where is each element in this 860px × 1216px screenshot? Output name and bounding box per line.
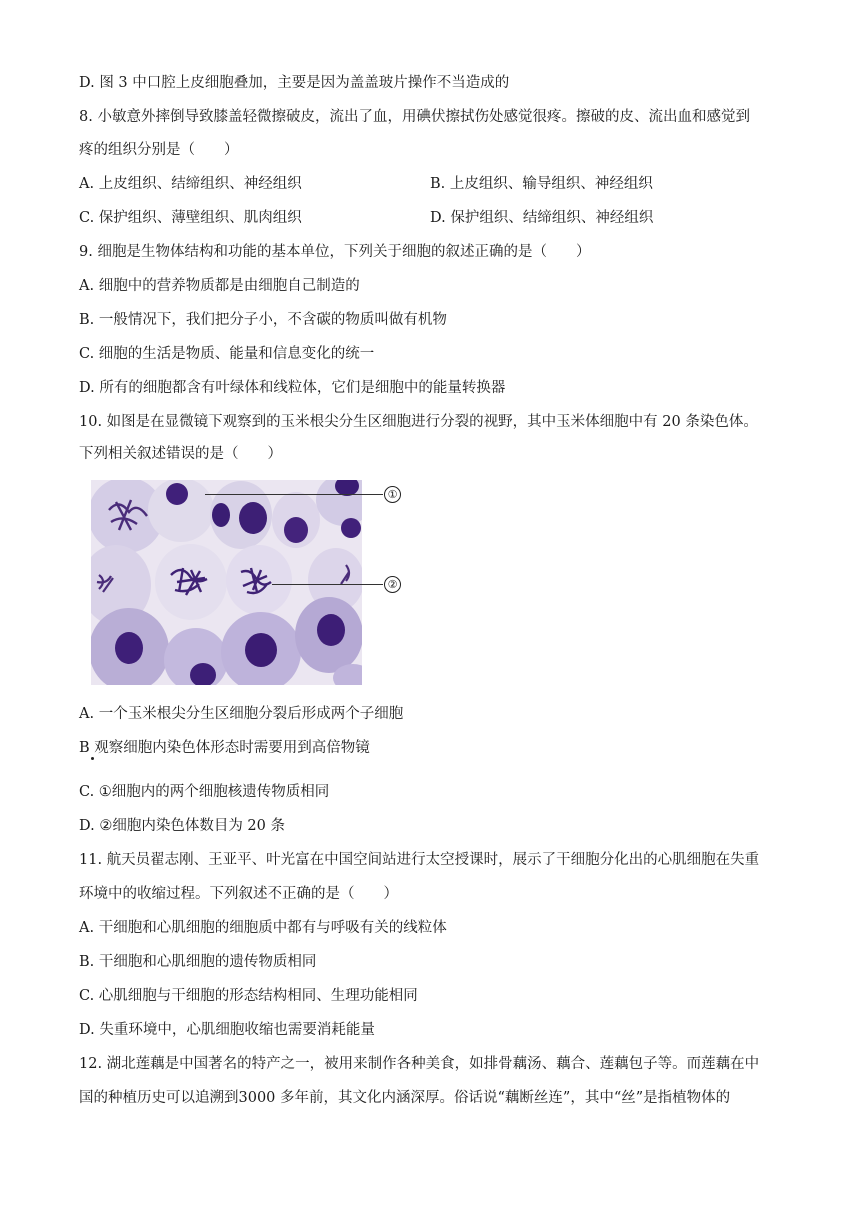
q8-option-d: D. 保护组织、结缔组织、神经组织 xyxy=(430,210,654,226)
callout-label-2: ② xyxy=(384,576,401,593)
q11-option-b: B. 干细胞和心肌细胞的遗传物质相同 xyxy=(79,954,317,970)
q8-stem-line1: 8. 小敏意外摔倒导致膝盖轻微擦破皮，流出了血，用碘伏擦拭伤处感觉很疼。擦破的皮、流出血和感觉到 xyxy=(79,109,750,125)
q10-option-c: C. ①细胞内的两个细胞核遗传物质相同 xyxy=(79,784,330,800)
q9-option-c: C. 细胞的生活是物质、能量和信息变化的统一 xyxy=(79,346,375,362)
q11-option-d: D. 失重环境中，心肌细胞收缩也需要消耗能量 xyxy=(79,1022,375,1038)
q9-option-a: A. 细胞中的营养物质都是由细胞自己制造的 xyxy=(79,278,360,294)
q9-option-b: B. 一般情况下，我们把分子小，不含碳的物质叫做有机物 xyxy=(79,312,447,328)
q7-option-d: D. 图 3 中口腔上皮细胞叠加，主要是因为盖盖玻片操作不当造成的 xyxy=(79,75,510,91)
callout-line-2 xyxy=(272,584,383,585)
q10-option-b: B 观察细胞内染色体形态时需要用到高倍物镜 xyxy=(79,740,370,756)
q11-stem-line1: 11. 航天员翟志刚、王亚平、叶光富在中国空间站进行太空授课时，展示了干细胞分化出的心肌细胞在失重 xyxy=(79,852,760,868)
q11-option-c: C. 心肌细胞与干细胞的形态结构相同、生理功能相同 xyxy=(79,988,418,1004)
q11-stem-line2: 环境中的收缩过程。下列叙述不正确的是（ ） xyxy=(79,886,398,902)
q12-stem-line2: 国的种植历史可以追溯到3000 多年前，其文化内涵深厚。俗话说“藕断丝连”，其中“丝”是指植物体的 xyxy=(79,1090,731,1106)
q10-option-a: A. 一个玉米根尖分生区细胞分裂后形成两个子细胞 xyxy=(79,706,404,722)
q11-option-a: A. 干细胞和心肌细胞的细胞质中都有与呼吸有关的线粒体 xyxy=(79,920,447,936)
callout-line-1 xyxy=(205,494,383,495)
q8-stem-line2: 疼的组织分别是（ ） xyxy=(79,142,239,158)
q10-stem-line2: 下列相关叙述错误的是（ ） xyxy=(79,446,282,462)
q8-option-b: B. 上皮组织、输导组织、神经组织 xyxy=(430,176,653,192)
cell-micrograph xyxy=(91,480,362,685)
q9-stem: 9. 细胞是生物体结构和功能的基本单位，下列关于细胞的叙述正确的是（ ） xyxy=(79,244,591,260)
q8-option-c: C. 保护组织、薄壁组织、肌肉组织 xyxy=(79,210,302,226)
q8-option-a: A. 上皮组织、结缔组织、神经组织 xyxy=(79,176,302,192)
stray-dot xyxy=(91,757,94,760)
micrograph-figure xyxy=(91,480,362,685)
q10-stem-line1: 10. 如图是在显微镜下观察到的玉米根尖分生区细胞进行分裂的视野，其中玉米体细胞中有 20 条染色体。 xyxy=(79,414,758,430)
callout-label-1: ① xyxy=(384,486,401,503)
q9-option-d: D. 所有的细胞都含有叶绿体和线粒体，它们是细胞中的能量转换器 xyxy=(79,380,506,396)
q12-stem-line1: 12. 湖北莲藕是中国著名的特产之一，被用来制作各种美食，如排骨藕汤、藕合、莲藕包子等。而莲藕在中 xyxy=(79,1056,760,1072)
q10-option-d: D. ②细胞内染色体数目为 20 条 xyxy=(79,818,285,834)
